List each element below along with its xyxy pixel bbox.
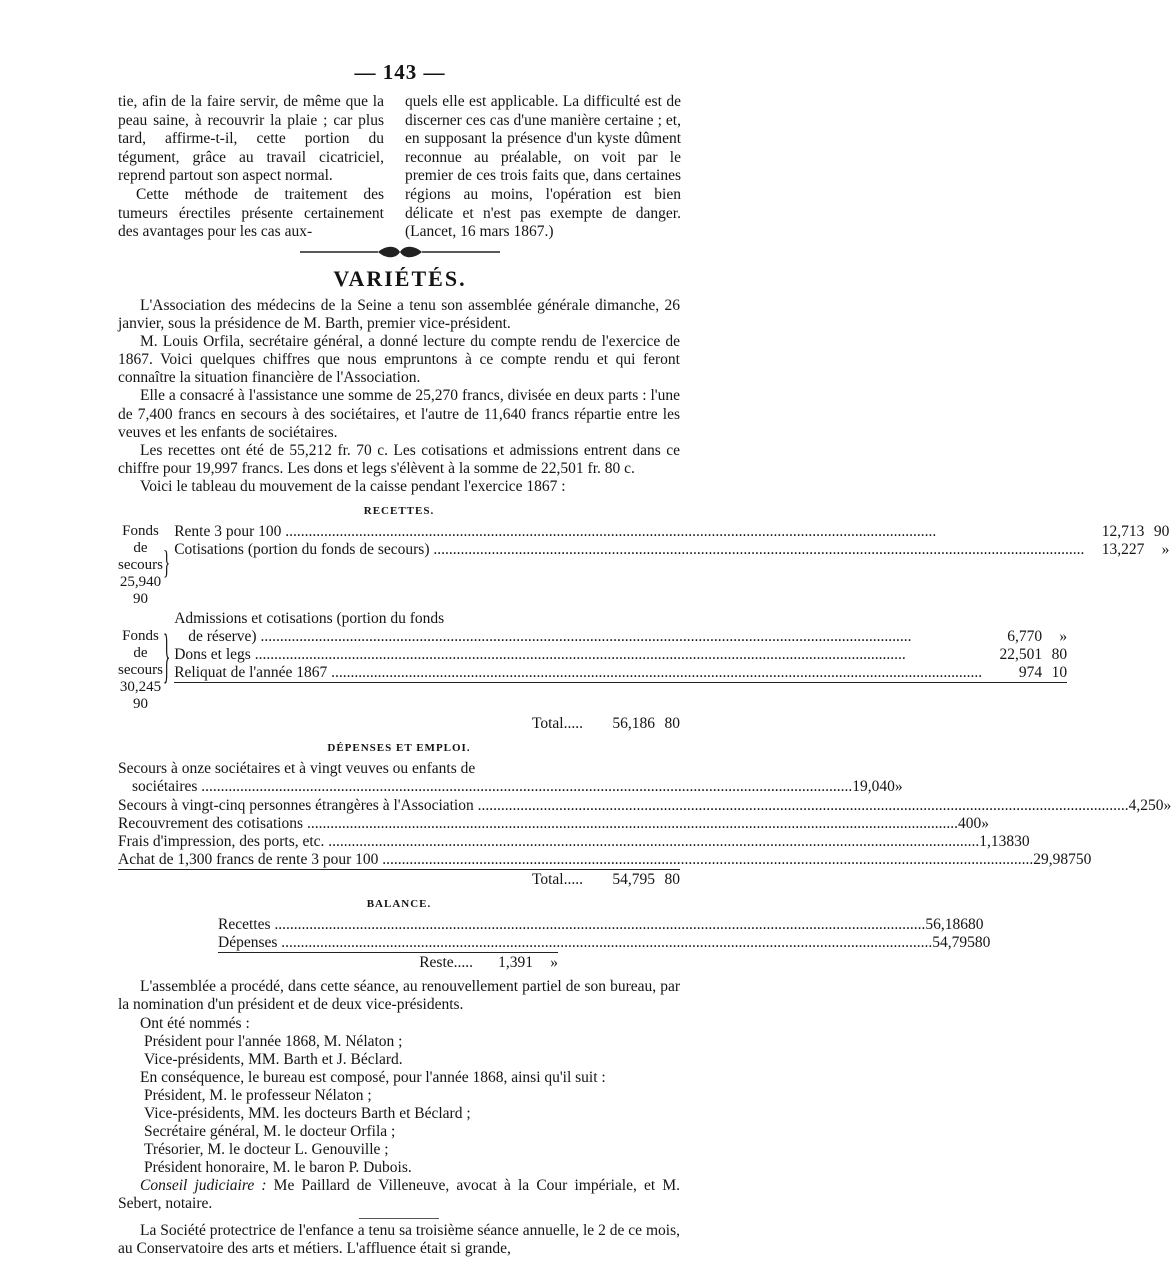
fonds-label-2: Fonds de secours 30,245 90 [118,628,163,713]
article-body [118,297,1171,1258]
depense-row: Secours à onze sociétaires et à vingt veuves ou enfants de [118,760,476,778]
separator-line [359,1218,439,1219]
bureau-item: Secrétaire général, M. le docteur Orfila ; [144,1123,396,1141]
brace-icon: } [162,547,171,584]
fonds-amount-2: 30,245 90 [119,679,162,713]
paragraph-report: M. Louis Orfila, secrétaire général, a donné lecture du compte rendu de l'exercice de 1867. Voici quelques chiffres que nous empruntons à ce compte rendu et qui feront connaître la situation financière de l'Association. [118,333,680,387]
conseil-judiciaire [118,1177,680,1213]
assembly-section [118,978,680,1213]
named-item: Vice-présidents, MM. Barth et J. Béclard. [144,1050,403,1068]
recettes-group-1 [118,523,1170,608]
paragraph-tableau: Voici le tableau du mouvement de la caisse pendant l'exercice 1867 : [140,477,566,495]
brace-icon: } [162,629,171,694]
depense-row: sociétaires ..... 19,040 » [118,778,680,796]
balance-row: Dépenses ..... 54,795 80 [218,934,558,953]
section-title: VARIÉTÉS. [333,266,467,291]
paragraph-assembly: L'Association des médecins de la Seine a tenu son assemblée générale dimanche, 26 janvier, sous la présidence de M. Barth, premier vice-président. [118,297,680,333]
paragraph-assistance: Elle a consacré à l'assistance une somme de 25,270 francs, divisée en deux parts : l'une de 7,400 francs en secours à des sociétaires, et l'autre de 11,640 francs répartie entre les veuves et les enfants de sociétaires. [118,387,680,441]
left-column [118,93,384,242]
recette-row: de réserve) ..... 6,770 » [174,628,1067,646]
named-intro: Ont été nommés : [140,1014,250,1032]
conseil-text: Me Paillard de Villeneuve, avocat à la Cour impériale, et M. Sebert, notaire. [118,1177,680,1213]
depense-row: Secours à vingt-cinq personnes étrangères à l'Association ..... 4,250 » [118,797,680,815]
named-item: Président pour l'année 1868, M. Nélaton ; [144,1032,403,1050]
depenses-heading: DÉPENSES ET EMPLOI. [327,742,471,755]
page-number: — 143 — [354,60,446,84]
bureau-intro: En conséquence, le bureau est composé, pour l'année 1868, ainsi qu'il suit : [140,1068,606,1086]
depense-row: Achat de 1,300 francs de rente 3 pour 100 ..... 29,987 50 [118,851,680,870]
final-paragraph: La Société protectrice de l'enfance a tenu sa troisième séance annuelle, le 2 de ce mois, au Conservatoire des arts et métiers. L'affluence était si grande, [118,1221,680,1257]
recette-row: Cotisations (portion du fonds de secours) ..... 13,227 » [174,541,1169,559]
right-column [405,93,681,242]
bureau-item: Président, M. le professeur Nélaton ; [144,1086,372,1104]
bureau-item: Vice-présidents, MM. les docteurs Barth et Béclard ; [144,1105,471,1122]
recette-row: Admissions et cotisations (portion du fonds [174,610,445,628]
conseil-label: Conseil judiciaire : [140,1177,267,1195]
right-column-paragraph: quels elle est applicable. La difficulté est de discerner ces cas d'une manière certaine ; et, en supposant la présence d'un kyste dûment reconnue au préalable, on voit par le premier de ces trois faits que, dans certaines régions au moins, l'opération est bien délicate et n'est pas exempte de danger. (Lancet, 16 mars 1867.) [405,93,681,241]
bureau-item: Trésorier, M. le docteur L. Genouville ; [144,1141,389,1159]
assembly-intro: L'assemblée a procédé, dans cette séance, au renouvellement partiel de son bureau, par la nomination d'un président et de deux vice-présidents. [118,978,680,1014]
balance-heading: BALANCE. [366,897,432,910]
ornament-divider [300,245,500,259]
depenses-list [118,760,1171,870]
balance-row: Recettes ..... 56,186 80 [218,916,558,934]
recettes-heading: RECETTES. [363,505,435,518]
bureau-item: Président honoraire, M. le baron P. Dubois. [144,1159,412,1177]
depense-row: Frais d'impression, des ports, etc. ..... 1,138 30 [118,833,680,851]
recette-row: Dons et legs ..... 22,501 80 [174,646,1067,664]
recettes-total: Total..... 56,186 80 [531,715,680,733]
left-column-paragraph-2: Cette méthode de traitement des tumeurs érectiles présente certainement des avantages pour les cas aux- [118,185,384,241]
recette-row: Reliquat de l'année 1867 ..... 974 10 [174,664,1067,683]
paragraph-recettes: Les recettes ont été de 55,212 fr. 70 c. Les cotisations et admissions entrent dans ce chiffre pour 19,997 francs. Les dons et legs s'élèvent à la somme de 22,501 fr. 80 c. [118,441,680,477]
balance-reste: Reste..... 1,391 » [419,954,558,972]
recette-row: Rente 3 pour 100 ..... 12,713 90 [174,523,1169,541]
depenses-total: Total..... 54,795 80 [531,870,680,888]
fonds-label-1: Fonds de secours 25,940 90 [118,523,163,608]
fonds-amount-1: 25,940 90 [119,574,162,608]
recettes-group-2 [118,610,1068,713]
balance-table [118,916,991,972]
depense-row: Recouvrement des cotisations ..... 400 » [118,815,680,833]
left-column-paragraph-1: tie, afin de la faire servir, de même que la peau saine, à recouvrir la plaie ; car plus tard, affirme-t-il, cette portion du tégument, grâce au travail cicatriciel, reprend partout son aspect normal. [118,93,384,185]
